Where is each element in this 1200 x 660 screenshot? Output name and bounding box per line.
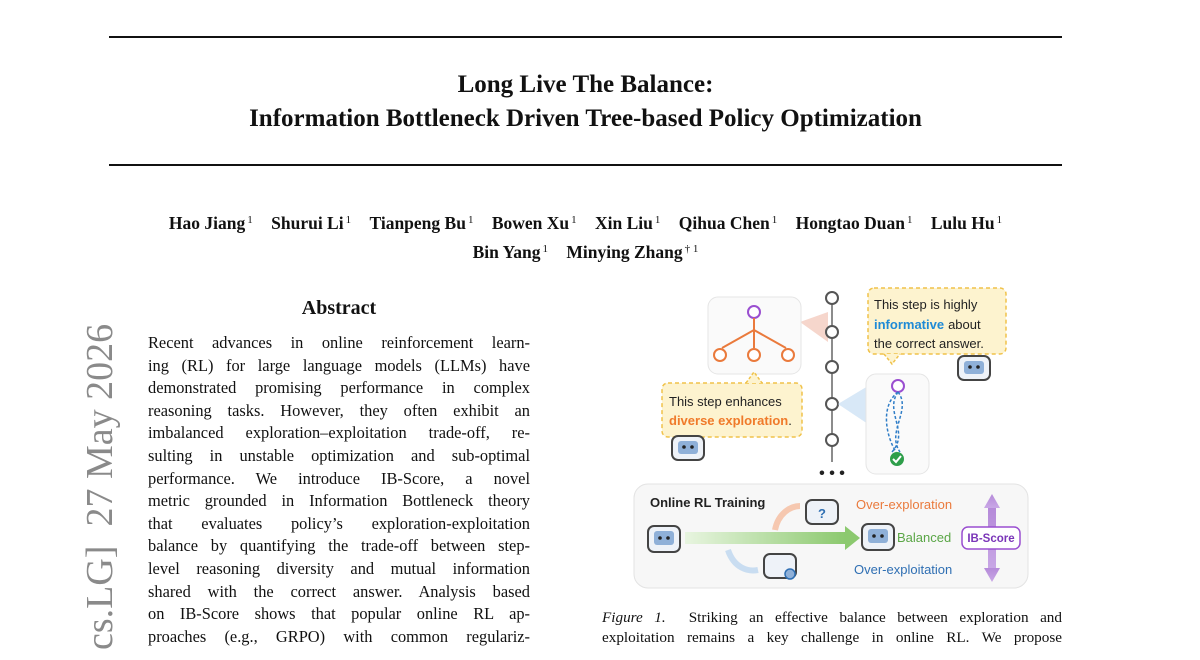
balanced-label: Balanced	[897, 530, 952, 545]
check-node	[890, 452, 904, 466]
author-line-1	[109, 207, 1062, 236]
arxiv-stamp	[8, 323, 121, 660]
question-mark-icon: ?	[818, 506, 826, 521]
balanced-arrow	[685, 532, 845, 544]
tree-root-node	[748, 306, 760, 318]
author-list	[109, 207, 1062, 265]
diverse-tree-box	[708, 297, 828, 374]
author: Lulu Hu $^1$	[930, 213, 1003, 233]
chain-node	[826, 398, 838, 410]
abstract-line: on IB-Score shows that popular online RL ap-	[148, 604, 530, 624]
blue-wedge	[838, 386, 868, 424]
tree-leaf-node	[714, 349, 726, 361]
bubble-top-line-2: informative about	[874, 317, 981, 332]
ib-score-label: IB-Score	[967, 533, 1015, 545]
paper-title	[109, 68, 1062, 136]
abstract-line: performance. We introduce IB-Score, a novel	[148, 468, 530, 488]
robot-face	[868, 529, 888, 543]
abstract-line: that evaluates policy’s exploration-exploitation	[148, 513, 530, 533]
chain-ellipsis: • • •	[819, 465, 845, 482]
robot-eye	[872, 534, 876, 538]
author: Tianpeng Bu $^1$	[369, 213, 474, 233]
online-rl-panel	[634, 484, 1028, 588]
chain-node	[826, 434, 838, 446]
bubble-left-line-1: This step enhances	[669, 394, 782, 409]
abstract-heading: Abstract	[301, 297, 377, 319]
bottom-rule	[109, 164, 1062, 166]
author: Qihua Chen $^1$	[678, 213, 778, 233]
robot-eye	[666, 536, 670, 540]
robot-left	[672, 436, 704, 460]
bubble-tail	[884, 354, 900, 364]
path-start-node	[892, 380, 904, 392]
diverse-bubble	[662, 372, 802, 437]
robot-eye	[658, 536, 662, 540]
abstract-line: Recent advances in online reinforcement learn-	[148, 333, 530, 352]
informative-bubble	[868, 288, 1006, 364]
bubble-top-line-3: the correct answer.	[874, 336, 984, 351]
abstract-line: demonstrated promising performance in complex	[148, 378, 530, 398]
author-line-2	[109, 236, 1062, 265]
author: Hongtao Duan $^1$	[795, 213, 913, 233]
arxiv-stamp-text: cs.LG] 27 May 2026	[79, 323, 121, 650]
caption-label: Figure 1.	[602, 609, 666, 626]
informative-path-box	[838, 374, 929, 474]
robot-eye	[690, 445, 694, 449]
author: Hao Jiang $^1$	[168, 213, 253, 233]
orange-wedge	[800, 312, 828, 342]
abstract-line: imbalanced exploration–exploitation trade-off, re-	[148, 423, 530, 443]
abstract-line: shared with the correct answer. Analysis based	[148, 581, 530, 601]
title-line-1: Long Live The Balance:	[457, 71, 714, 98]
robot-face	[654, 531, 674, 545]
tree-leaf-node	[748, 349, 760, 361]
bubble-frame	[662, 383, 802, 437]
robot-top-right	[958, 356, 990, 380]
gear-icon	[785, 569, 795, 579]
abstract-line: level reasoning diversity and mutual information	[148, 558, 530, 578]
author: Shurui Li $^1$	[271, 213, 352, 233]
figure-1	[600, 282, 1060, 592]
robot-face	[678, 441, 698, 454]
abstract-line: metric grounded in Information Bottleneck theory	[148, 491, 530, 511]
caption-line: Figure 1. Striking an effective balance between exploration and	[602, 609, 1062, 626]
abstract-line: reasoning tasks. However, they often exhibit an	[148, 400, 530, 420]
caption-line: exploitation remains a key challenge in online RL. We propose	[602, 629, 1062, 646]
over-exploration-label: Over-exploration	[856, 497, 953, 512]
tree-leaf-node	[782, 349, 794, 361]
abstract-line: balance by quantifying the trade-off between step-	[148, 536, 530, 556]
over-exploitation-label: Over-exploitation	[854, 562, 953, 577]
robot-eye	[976, 365, 980, 369]
abstract-body	[148, 332, 530, 648]
robot-eye	[968, 365, 972, 369]
bubble-left-line-2: diverse exploration.	[669, 413, 792, 428]
abstract-line: proaches (e.g., GRPO) with common regulariz-	[148, 626, 530, 646]
figure-caption	[602, 608, 1062, 648]
bubble-top-line-1: This step is highly	[874, 297, 978, 312]
robot-face	[964, 361, 984, 374]
chain-node	[826, 292, 838, 304]
author: Bin Yang $^1$	[472, 242, 549, 262]
title-line-2: Information Bottleneck Driven Tree-based Policy Optimization	[249, 105, 922, 132]
robot-eye	[880, 534, 884, 538]
author: Xin Liu $^1$	[595, 213, 661, 233]
author: Minying Zhang $^{\dagger 1}$	[566, 242, 699, 262]
abstract-line: sulting in unstable optimization and sub-optimal	[148, 445, 530, 465]
abstract-line: ing (RL) for large language models (LLMs) have	[148, 355, 530, 375]
robot-eye	[682, 445, 686, 449]
author: Bowen Xu $^1$	[491, 213, 577, 233]
chain-node	[826, 361, 838, 373]
panel-title: Online RL Training	[650, 495, 766, 510]
top-rule	[109, 36, 1062, 38]
chain-node	[826, 326, 838, 338]
